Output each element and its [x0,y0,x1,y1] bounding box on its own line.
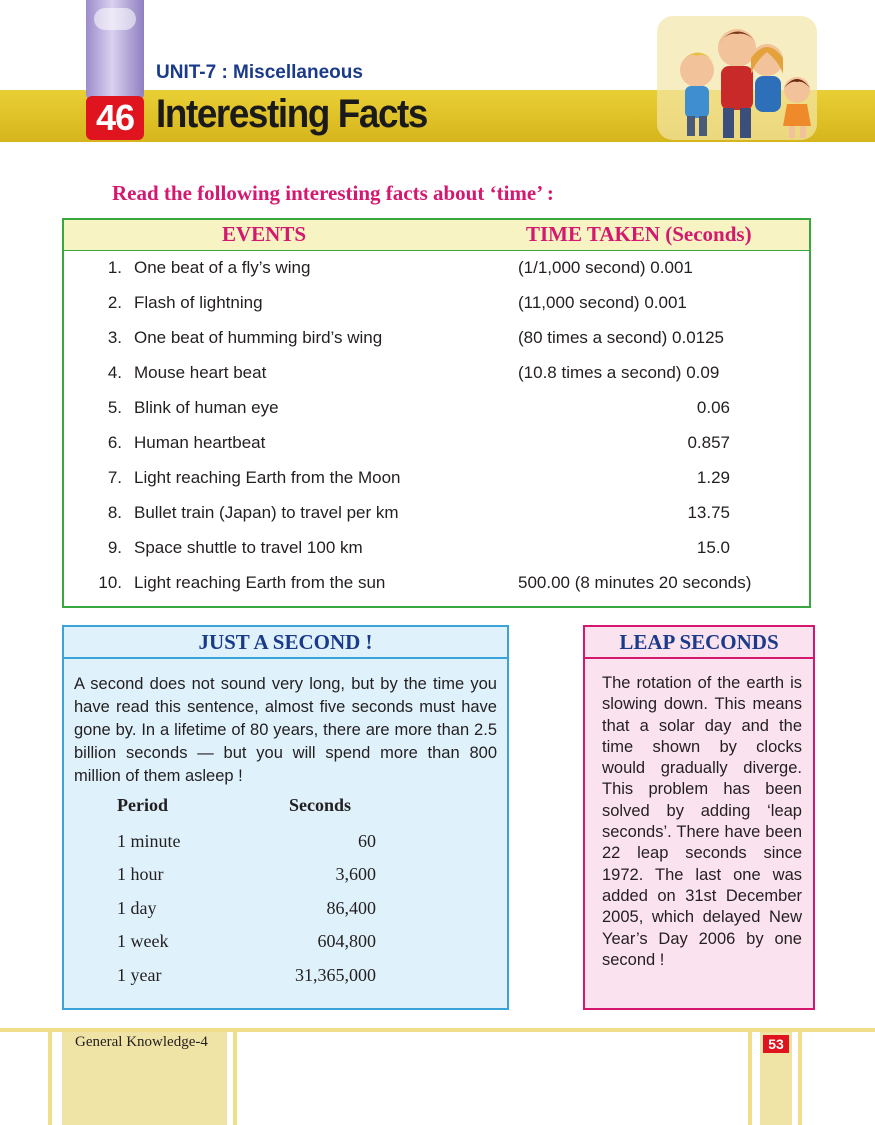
row-number: 1. [107,258,122,277]
table-row [64,293,809,328]
event-name: Blink of human eye [134,398,279,417]
table-row [64,898,511,928]
row-number: 5. [107,398,122,417]
just-a-second-box [62,625,509,1010]
lesson-number-badge: 46 [86,96,144,140]
table-row [64,398,809,433]
footer-decor [48,1032,52,1125]
event-time: 13.75 [687,503,730,522]
seconds-cell: 60 [358,831,376,851]
unit-label: UNIT-7 : Miscellaneous [156,62,363,83]
event-time: 500.00 (8 minutes 20 seconds) [518,573,752,592]
just-a-second-text: A second does not sound very long, but by the time you have read this sentence, almost five seconds must have gone by. In a lifetime of 80 years, there are more than 2.5 billion seconds — but you will spend more than 800 million of them asleep ! [74,675,497,785]
event-name: One beat of humming bird’s wing [134,328,383,347]
row-number: 10. [98,573,122,592]
event-time: (80 times a second) 0.0125 [518,328,725,347]
seconds-cell: 86,400 [326,898,376,918]
row-number: 2. [107,293,122,312]
table-row [64,573,809,608]
footer-decor [233,1032,237,1125]
event-time: 15.0 [696,538,730,557]
period-column-header: Period [117,795,168,815]
just-a-second-heading: JUST A SECOND ! [64,627,507,659]
event-time: (11,000 second) 0.001 [518,293,687,312]
intro-heading: Read the following interesting facts about ‘time’ : [112,181,554,205]
leap-seconds-box [583,625,815,1010]
event-time: (1/1,000 second) 0.001 [518,258,693,277]
row-number: 4. [107,363,122,382]
period-cell: 1 year [117,965,162,985]
table-row [64,831,511,861]
page-number: 53 [763,1035,789,1053]
event-time: (10.8 times a second) 0.09 [518,363,720,382]
table-row [64,538,809,573]
footer-decor [798,1032,802,1125]
period-cell: 1 minute [117,831,181,851]
event-name: Light reaching Earth from the sun [134,573,386,592]
event-name: One beat of a fly’s wing [134,258,311,277]
seconds-column-header: Seconds [288,795,351,815]
seconds-cell: 3,600 [335,864,376,884]
leap-seconds-text: The rotation of the earth is slowing down. This means that a solar day and the time shown by clocks would gradually diverge. This problem has been solved by adding ‘leap seconds’. There have been 22 leap seconds since 1972. The last one was added on 31st December 2005, which delayed New Year’s Day 2006 by one second ! [602,674,802,969]
seconds-cell: 31,365,000 [295,965,376,985]
table-row [64,468,809,503]
event-name: Flash of lightning [134,293,263,312]
event-name: Mouse heart beat [134,363,267,382]
period-cell: 1 day [117,898,157,918]
table-row [64,258,809,293]
period-cell: 1 week [117,931,169,951]
table-row [64,503,809,538]
table-row [64,433,809,468]
row-number: 6. [107,433,122,452]
events-table-header [64,220,809,251]
event-time: 0.06 [696,398,730,417]
row-number: 9. [107,538,122,557]
table-row [64,931,511,961]
table-row [64,864,511,894]
page-title: Interesting Facts [156,92,428,136]
table-row [64,965,511,995]
table-row [64,328,809,363]
event-name: Human heartbeat [134,433,266,452]
event-time: 0.857 [687,433,730,452]
row-number: 7. [107,468,122,487]
family-illustration [655,12,820,142]
seconds-cell: 604,800 [317,931,376,951]
event-name: Light reaching Earth from the Moon [134,468,401,487]
row-number: 8. [107,503,122,522]
period-table-header [64,795,511,825]
footer-decor [748,1032,752,1125]
event-time: 1.29 [696,468,730,487]
row-number: 3. [107,328,122,347]
period-cell: 1 hour [117,864,164,884]
events-column-header: EVENTS [222,222,307,246]
event-name: Bullet train (Japan) to travel per km [134,503,399,522]
header-tab-shine [94,8,136,30]
book-name: General Knowledge-4 [75,1034,208,1050]
time-column-header: TIME TAKEN (Seconds) [526,222,752,246]
leap-seconds-heading: LEAP SECONDS [585,627,813,659]
table-row [64,363,809,398]
event-name: Space shuttle to travel 100 km [134,538,363,557]
events-table [62,218,811,608]
